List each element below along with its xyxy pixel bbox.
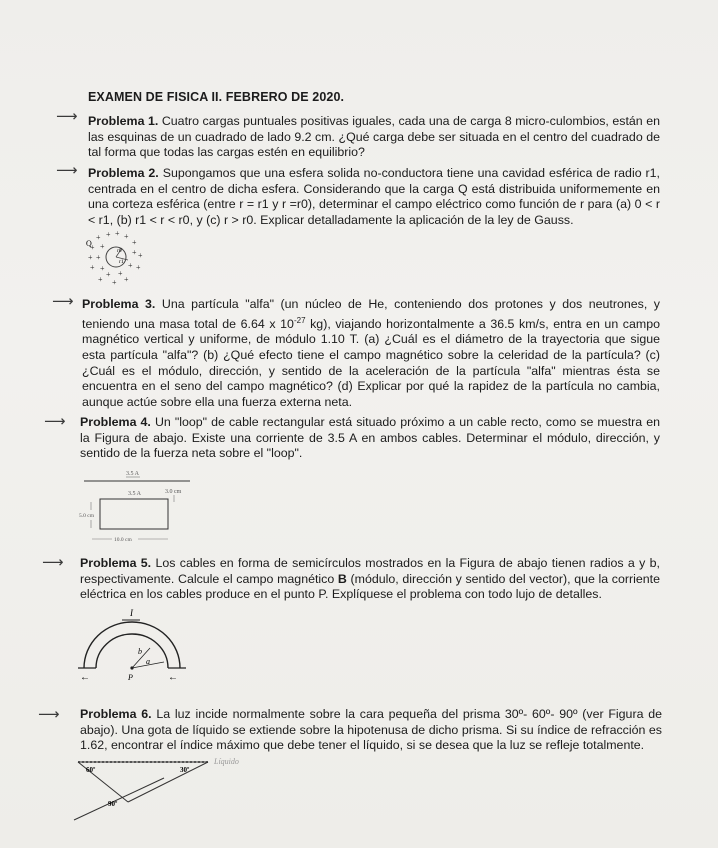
problem-6: [80, 707, 662, 754]
plus-sign: +: [98, 275, 103, 284]
plus-sign: +: [100, 264, 105, 273]
handwritten-arrow-icon: ⟶: [56, 161, 78, 179]
handwritten-arrow-icon: ⟶: [52, 292, 74, 310]
plus-sign: +: [124, 232, 129, 241]
width-label: 10.0 cm: [114, 537, 132, 543]
wire-loop-figure: [78, 466, 198, 548]
point-p-label: P: [128, 673, 133, 682]
problem-label: Problema 1.: [88, 114, 159, 128]
plus-sign: +: [132, 238, 137, 247]
radius-r1-label: r1: [119, 259, 124, 265]
plus-sign: +: [106, 270, 111, 279]
radius-r0-label: r0: [117, 248, 122, 254]
problem-text: Una partícula "alfa" (un núcleo de He, conteniendo dos protones y dos neutrones, y teniendo una masa total de 6.64 x 10: [82, 297, 660, 331]
angle-30-label: 30º: [180, 766, 190, 774]
field-symbol: B: [337, 571, 347, 586]
wire-current-label: 3.5 A: [126, 471, 140, 477]
plus-sign: +: [106, 230, 111, 239]
left-arrow-icon: ←: [80, 672, 90, 683]
exponent: -27: [293, 315, 306, 325]
problem-text: Los cables en forma de semicírculos mostrados en la Figura de abajo tienen radios a y b, respectivamente. Calcule el campo magnético: [80, 556, 660, 586]
plus-sign: +: [115, 230, 120, 238]
plus-sign: +: [96, 253, 101, 262]
charge-label: Q: [86, 239, 92, 248]
problem-label: Problema 3.: [82, 297, 156, 311]
radius-a-label: a: [146, 657, 150, 666]
problem-label: Problema 5.: [80, 556, 152, 570]
plus-sign: +: [90, 243, 95, 252]
problem-5: [80, 556, 660, 603]
handwritten-arrow-icon: ⟶: [56, 107, 78, 125]
radius-b-label: b: [138, 647, 142, 656]
problem-text: Un "loop" de cable rectangular está situado próximo a un cable recto, como se muestra en la Figura de abajo. Existe una corriente de 3.5 A en ambos cables. Determinar el módulo, dirección, y sentido de la fuerza neta sobre el "loop".: [80, 415, 661, 461]
problem-4: [80, 415, 660, 462]
problem-text: Supongamos que una esfera solida no-conductora tiene una cavidad esférica de radio r1, centrada en el centro de dicha esfera. Considerando que la carga Q está distribuida uniformemente en una corteza esférica (entre r = r1 y r =r0), determinar el campo eléctrico como función de r para (a) 0 < r < r1, (b) r1 < r < r0, y (c) r > r0. Explicar detalladamente la aplicación de la ley de Gauss.: [88, 166, 660, 227]
left-arrow-icon: ←: [168, 672, 178, 683]
problem-label: Problema 4.: [80, 415, 151, 429]
plus-sign: +: [90, 263, 95, 272]
prism-figure: [72, 756, 272, 826]
distance-label: 3.0 cm: [165, 489, 182, 495]
plus-sign: +: [136, 263, 141, 272]
height-label: 5.0 cm: [79, 513, 94, 519]
rectangular-loop: [100, 499, 168, 529]
current-label: I: [130, 608, 133, 618]
plus-sign: +: [112, 278, 117, 287]
outer-semicircle: [84, 622, 180, 668]
semicircle-wires-figure: [76, 606, 188, 684]
light-ray: [74, 778, 164, 820]
plus-sign: +: [132, 248, 137, 257]
problem-2: [88, 166, 660, 228]
problem-text: Cuatro cargas puntuales positivas iguales, cada una de carga 8 micro-culombios, están en las esquinas de un cuadrado de lado 9.2 cm. ¿Qué carga debe ser situada en el centro del cuadrado de tal forma que todas las cargas estén en equilibrio?: [88, 114, 660, 160]
problem-label: Problema 2.: [88, 166, 159, 180]
problem-text: La luz incide normalmente sobre la cara pequeña del prisma 30º- 60º- 90º (ver Figura de abajo). Una gota de líquido se extiende sobre la hipotenusa de dicho prisma. Si su índice de refracción es 1.62, encontrar el índice máximo que debe tener el líquido, si se desea que la luz se refleje totalmente.: [80, 707, 663, 753]
handwritten-arrow-icon: ⟶: [38, 705, 60, 723]
exam-title: EXAMEN DE FISICA II. FEBRERO DE 2020.: [88, 90, 345, 104]
loop-current-label: 3.5 A: [128, 491, 142, 497]
problem-1: [88, 114, 660, 161]
handwritten-arrow-icon: ⟶: [42, 553, 64, 571]
problem-text-cont: kg), viajando horizontalmente a 36.5 km/s, entra en un campo magnético vertical y uniforme, de módulo 1.10 T. (a) ¿Cuál es el diámetro de la trayectoria que sigue esta partícula "alfa"? (b) ¿Qué efecto tiene el campo magnético sobre la celeridad de la partícula? (c) ¿Cuál es el módulo, dirección, y sentido de la aceleración de la partícula "alfa" mientras ésta se encuentra en el seno del campo magnético? (d) Explicar por qué la rapidez de la partícula no cambia, aunque actúe sobre ella una fuerza externa neta.: [82, 316, 660, 409]
plus-sign: +: [88, 253, 93, 262]
point-p: [130, 666, 133, 669]
angle-90-label: 90º: [108, 800, 118, 808]
prism-hypotenuse: [128, 762, 208, 802]
problem-label: Problema 6.: [80, 707, 152, 721]
plus-sign: +: [100, 242, 105, 251]
spherical-shell-figure: [82, 230, 152, 288]
angle-60-label: 60º: [86, 766, 96, 774]
plus-sign: +: [138, 251, 143, 260]
problem-text-cont: (módulo, dirección y sentido del vector), que la corriente eléctrica en los cables produce en el punto P. Explíquese el problema con todo lujo de detalles.: [80, 571, 661, 602]
plus-sign: +: [118, 269, 123, 278]
liquid-handwritten-label: Líquido: [214, 757, 239, 766]
problem-3: [82, 297, 660, 410]
plus-sign: +: [128, 261, 133, 270]
handwritten-arrow-icon: ⟶: [44, 412, 66, 430]
plus-sign: +: [96, 233, 101, 242]
plus-sign: +: [124, 275, 129, 284]
